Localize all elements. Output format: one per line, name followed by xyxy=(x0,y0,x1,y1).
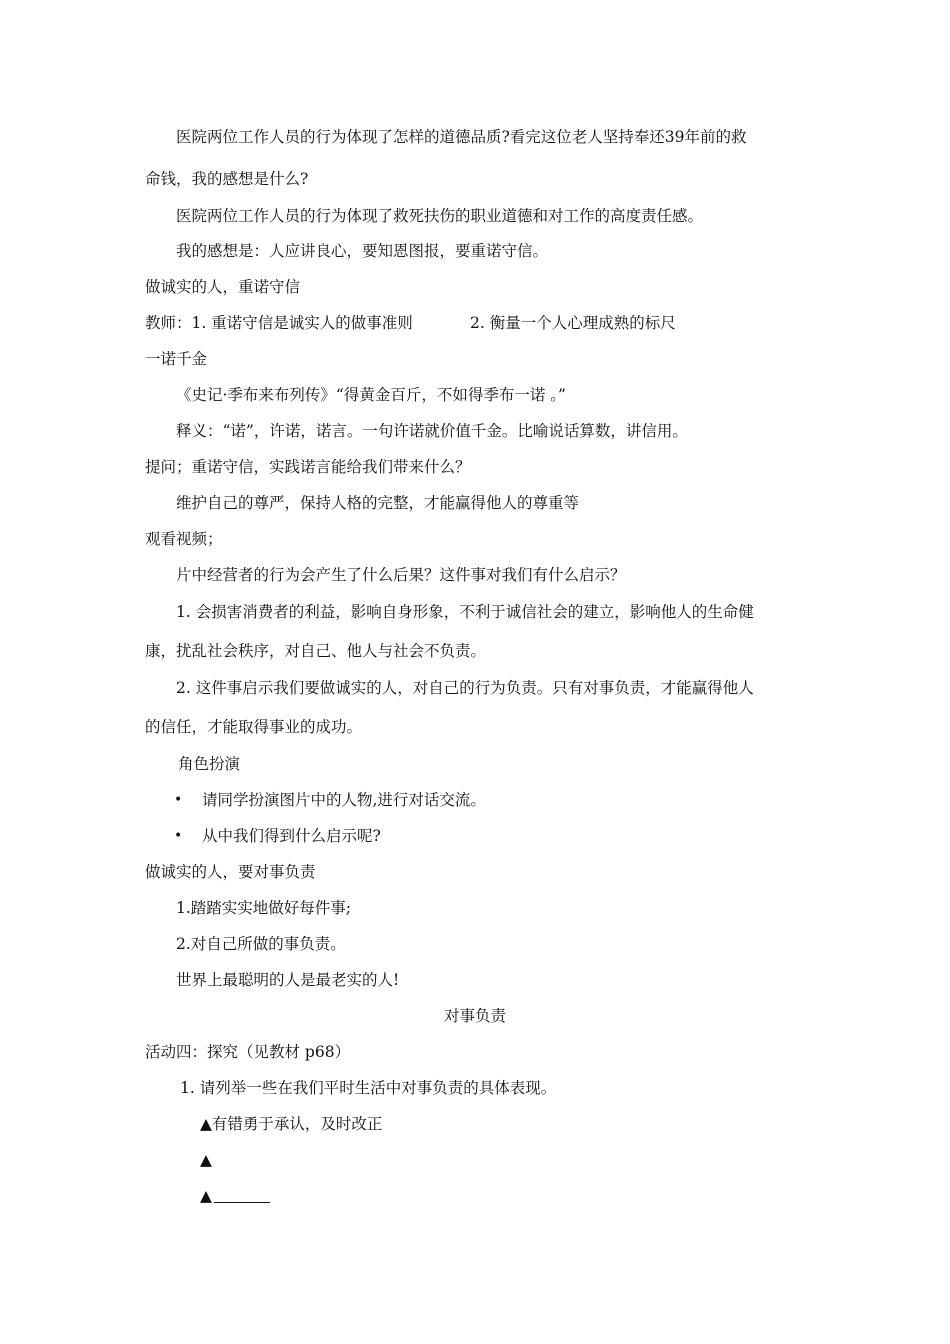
triangle-item-2: ▲ xyxy=(200,1151,212,1169)
bullet-item-1: 请同学扮演图片中的人物,进行对话交流。 xyxy=(202,791,486,809)
bullet-icon: • xyxy=(174,828,183,844)
teacher-line: 教师：1. 重诺守信是诚实人的做事准则 xyxy=(145,314,413,332)
video-answer-1: 1. 会损害消费者的利益，影响自身形象，不利于诚信社会的建立，影响他人的生命健 xyxy=(176,603,754,621)
video-question: 片中经营者的行为会产生了什么后果？这件事对我们有什么启示？ xyxy=(176,566,626,584)
video-answer-1-cont: 康，扰乱社会秩序，对自己、他人与社会不负责。 xyxy=(145,642,487,660)
video-heading: 观看视频； xyxy=(145,530,223,548)
paragraph-1-cont: 命钱，我的感想是什么? xyxy=(145,170,309,188)
motto-line: 世界上最聪明的人是最老实的人! xyxy=(176,971,400,989)
question-line: 提问；重诺守信，实践诺言能给我们带来什么？ xyxy=(145,458,471,476)
explanation-line: 释义：“诺”，许诺，诺言。一句许诺就价值千金。比喻说话算数，讲信用。 xyxy=(176,422,688,440)
paragraph-3: 我的感想是：人应讲良心，要知恩图报，要重诺守信。 xyxy=(176,242,549,260)
bullet-item-2: 从中我们得到什么启示呢? xyxy=(202,827,381,845)
video-answer-2-cont: 的信任，才能取得事业的成功。 xyxy=(145,718,363,736)
responsible-item-2: 2.对自己所做的事负责。 xyxy=(176,935,346,953)
quote-line: 《史记·季布来布列传》“得黄金百斤，不如得季布一诺 。” xyxy=(176,386,566,404)
triangle-item-3 xyxy=(200,1186,270,1206)
video-answer-2: 2. 这件事启示我们要做诚实的人，对自己的行为负责。只有对事负责，才能赢得他人 xyxy=(176,679,754,697)
answer-line: 维护自己的尊严，保持人格的完整，才能赢得他人的尊重等 xyxy=(176,494,580,512)
responsible-item-1: 1.踏踏实实地做好每件事; xyxy=(176,899,352,917)
paragraph-2: 医院两位工作人员的行为体现了救死扶伤的职业道德和对工作的高度责任感。 xyxy=(176,207,704,225)
fill-in-blank[interactable] xyxy=(214,1188,270,1203)
heading-honest: 做诚实的人，重诺守信 xyxy=(145,278,301,296)
triangle-marker: ▲ xyxy=(200,1187,212,1205)
section-title: 对事负责 xyxy=(443,1007,506,1025)
role-play-heading: 角色扮演 xyxy=(178,755,241,773)
heading-promise: 一诺千金 xyxy=(145,350,208,368)
teacher-line-2: 2. 衡量一个人心理成熟的标尺 xyxy=(470,314,676,332)
heading-responsible: 做诚实的人，要对事负责 xyxy=(145,863,316,881)
triangle-item-1: ▲有错勇于承认，及时改正 xyxy=(200,1115,383,1133)
paragraph-1: 医院两位工作人员的行为体现了怎样的道德品质?看完这位老人坚持奉还39年前的救 xyxy=(176,128,747,146)
bullet-icon: • xyxy=(174,792,183,808)
activity-heading: 活动四：探究（见教材 p68） xyxy=(145,1043,351,1061)
activity-question: 1. 请列举一些在我们平时生活中对事负责的具体表现。 xyxy=(180,1079,557,1097)
